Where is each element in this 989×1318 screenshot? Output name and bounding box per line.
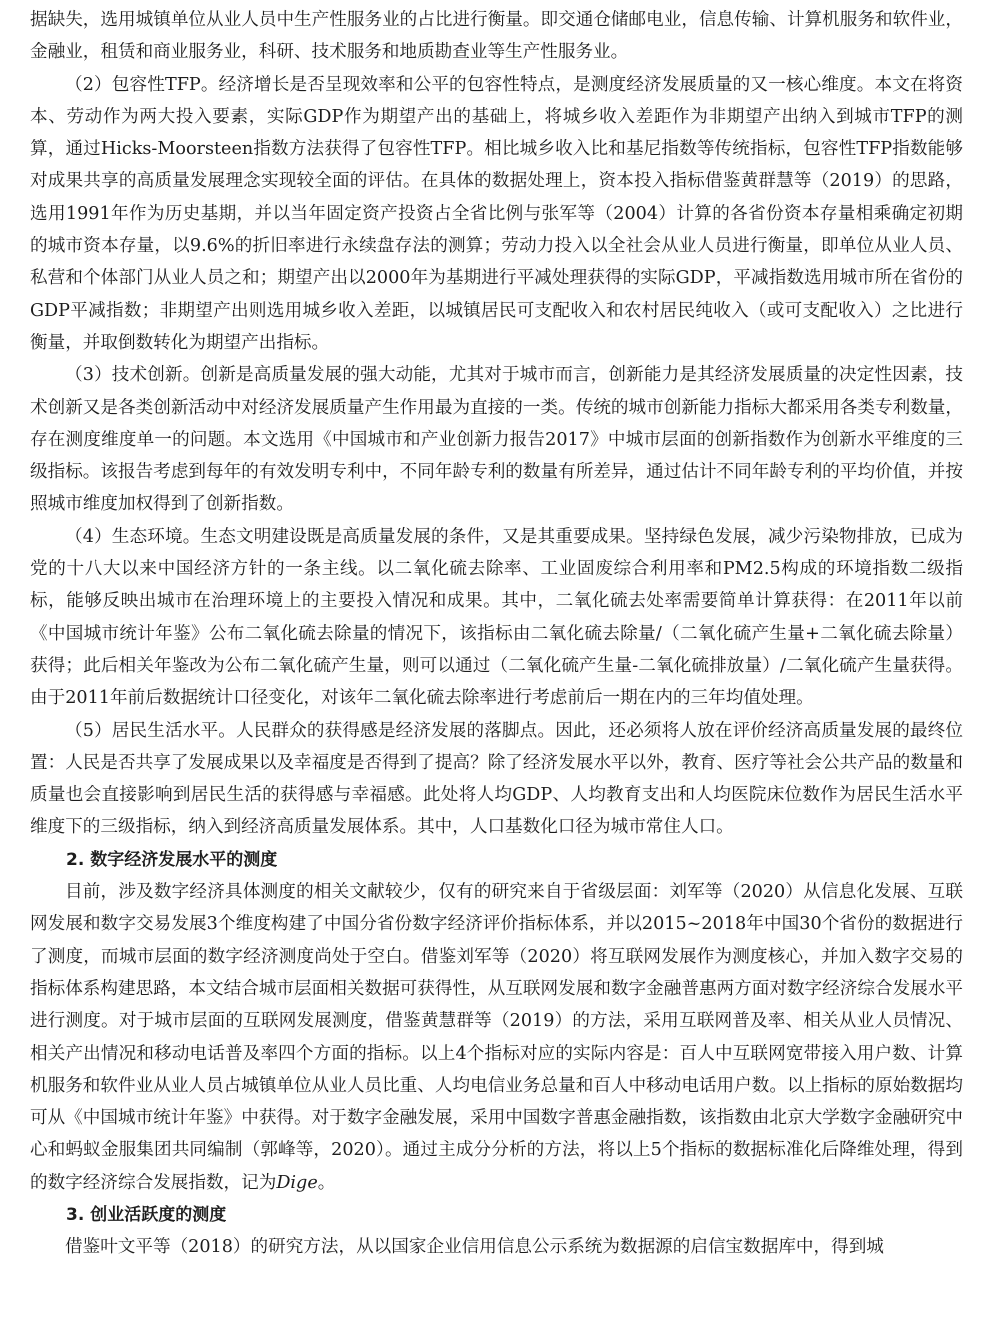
section-heading-digital-economy: 2. 数字经济发展水平的测度	[66, 849, 278, 870]
paragraph-entrepreneurship: 借鉴叶文平等（2018）的研究方法，从以国家企业信用信息公示系统为数据源的启信宝数据库中，得到城	[65, 1237, 884, 1258]
paragraph-inclusive-tfp: （2）包容性TFP。经济增长是否呈现效率和公平的包容性特点，是测度经济发展质量的又一核心维度。本文在将资本、劳动作为两大投入要素，实际GDP作为期望产出的基础上，将城乡收入差距作为非期望产出纳入到城市TFP的测算，通过Hicks-Moorsteen指数方法获得了包容性TFP。相比城乡收入比和基尼指数等传统指标，包容性TFP指数能够对成果共享的高质量发展理念实现较全面的评估。在具体的数据处理上，资本投入指标借鉴黄群慧等（2019）的思路，选用1991年作为历史基期，并以当年固定资产投资占全省比例与张军等（2004）计算的各省份资本存量相乘确定初期的城市资本存量，以9.6%的折旧率进行永续盘存法的测算；劳动力投入以全社会从业人员进行衡量，即单位从业人员、私营和个体部门从业人员之和；期望产出以2000年为基期进行平减处理获得的实际GDP，平减指数选用城市所在省份的GDP平减指数；非期望产出则选用城乡收入差距，以城镇居民可支配收入和农村居民纯收入（或可支配收入）之比进行衡量，并取倒数转化为期望产出指标。	[30, 74, 963, 353]
section-heading-entrepreneurship: 3. 创业活跃度的测度	[66, 1204, 227, 1225]
paragraph-digital-economy-text: 目前，涉及数字经济具体测度的相关文献较少，仅有的研究来自于省级层面：刘军等（2020）从信息化发展、互联网发展和数字交易发展3个维度构建了中国分省份数字经济评价指标体系，并以2015~2018年中国30个省份的数据进行了测度，而城市层面的数字经济测度尚处于空白。借鉴刘军等（2020）将互联网发展作为测度核心，并加入数字交易的指标体系构建思路，本文结合城市层面相关数据可获得性，从互联网发展和数字金融普惠两方面对数字经济综合发展水平进行测度。对于城市层面的互联网发展测度，借鉴黄慧群等（2019）的方法，采用互联网普及率、相关从业人员情况、相关产出情况和移动电话普及率四个方面的指标。以上4个指标对应的实际内容是：百人中互联网宽带接入用户数、计算机服务和软件业从业人员占城镇单位从业人员比重、人均电信业务总量和百人中移动电话用户数。以上指标的原始数据均可从《中国城市统计年鉴》中获得。对于数字金融发展，采用中国数字普惠金融指数，该指数由北京大学数字金融研究中心和蚂蚁金服集团共同编制（郭峰等，2020）。通过主成分分析的方法，将以上5个指标的数据标准化后降维处理，得到的数字经济综合发展指数，记为	[30, 882, 963, 1193]
paragraph-tech-innovation: （3）技术创新。创新是高质量发展的强大动能，尤其对于城市而言，创新能力是其经济发展质量的决定性因素，技术创新又是各类创新活动中对经济发展质量产生作用最为直接的一类。传统的城市创新能力指标大都采用各类专利数量，存在测度维度单一的问题。本文选用《中国城市和产业创新力报告2017》中城市层面的创新指数作为创新水平维度的三级指标。该报告考虑到每年的有效发明专利中，不同年龄专利的数量有所差异，通过估计不同年龄专利的平均价值，并按照城市维度加权得到了创新指数。	[30, 365, 963, 515]
paragraph-continuation: 据缺失，选用城镇单位从业人员中生产性服务业的占比进行衡量。即交通仓储邮电业，信息传输、计算机服务和软件业，金融业，租赁和商业服务业，科研、技术服务和地质勘查业等生产性服务业。	[30, 10, 963, 63]
paragraph-digital-economy-end: 。	[317, 1172, 336, 1193]
paragraph-ecology: （4）生态环境。生态文明建设既是高质量发展的条件，又是其重要成果。坚持绿色发展，减少污染物排放，已成为党的十八大以来中国经济方针的一条主线。以二氧化硫去除率、工业固废综合利用率和PM2.5构成的环境指数二级指标，能够反映出城市在治理环境上的主要投入情况和成果。其中，二氧化硫去处率需要简单计算获得：在2011年以前《中国城市统计年鉴》公布二氧化硫去除量的情况下，该指标由二氧化硫去除量/（二氧化硫产生量+二氧化硫去除量）获得；此后相关年鉴改为公布二氧化硫产生量，则可以通过（二氧化硫产生量-二氧化硫排放量）/二氧化硫产生量获得。由于2011年前后数据统计口径变化，对该年二氧化硫去除率进行考虑前后一期在内的三年均值处理。	[30, 526, 963, 709]
variable-dige: Dige	[276, 1172, 318, 1193]
paragraph-digital-economy	[30, 876, 963, 1199]
paragraph-living-standard: （5）居民生活水平。人民群众的获得感是经济发展的落脚点。因此，还必须将人放在评价经济高质量发展的最终位置：人民是否共享了发展成果以及幸福度是否得到了提高？除了经济发展水平以外，教育、医疗等社会公共产品的数量和质量也会直接影响到居民生活的获得感与幸福感。此处将人均GDP、人均教育支出和人均医院床位数作为居民生活水平维度下的三级指标，纳入到经济高质量发展体系。其中，人口基数化口径为城市常住人口。	[30, 720, 963, 838]
